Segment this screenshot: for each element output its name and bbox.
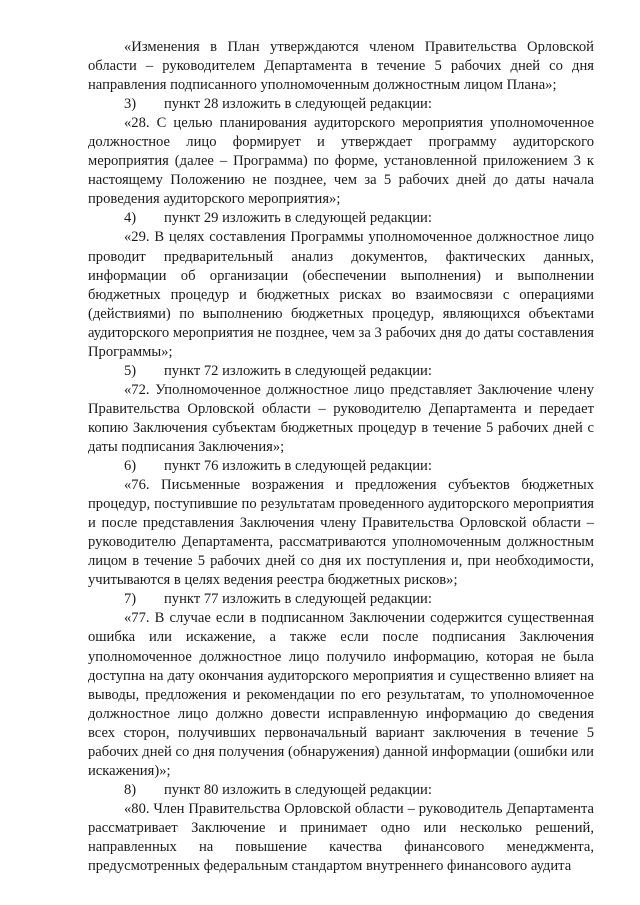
- document-body: [88, 38, 594, 876]
- list-item-text: пункт 28 изложить в следующей редакции:: [164, 96, 432, 113]
- paragraph-clause-28: «28. С целью планирования аудиторского мероприятия уполномоченное должностное лицо формирует и утверждает программу аудиторского мероприятия (далее – Программа) по форме, установленной приложением 3 к настоящему Положению не позднее, чем за 5 рабочих дней до даты начала проведения аудиторского мероприятия»;: [88, 115, 594, 208]
- list-item-text: пункт 29 изложить в следующей редакции:: [164, 210, 432, 227]
- list-item-text: пункт 77 изложить в следующей редакции:: [164, 591, 432, 608]
- list-item-8: [88, 781, 594, 800]
- list-item-number: 5): [124, 362, 137, 379]
- list-item-4: [88, 209, 594, 228]
- list-item-7: [88, 590, 594, 609]
- paragraph-clause-72: «72. Уполномоченное должностное лицо представляет Заключение члену Правительства Орловской области – руководителю Департамента и передает копию Заключения субъектам бюджетных процедур в течение 5 рабочих дней с даты подписания Заключения»;: [88, 381, 594, 455]
- list-item-number: 3): [124, 96, 137, 113]
- list-item-number: 4): [124, 210, 137, 227]
- paragraph-clause-29: «29. В целях составления Программы уполномоченное должностное лицо проводит предварительный анализ документов, фактических данных, информации об организации (обеспечении выполнения) и выполнении бюджетных процедур и бюджетных рисках во взаимосвязи с операциями (действиями) по выполнению бюджетных процедур, являющихся объектами аудиторского мероприятия не позднее, чем за 3 рабочих дня до даты составления Программы»;: [88, 229, 594, 360]
- list-item-text: пункт 76 изложить в следующей редакции:: [164, 458, 432, 475]
- paragraph-clause-76: «76. Письменные возражения и предложения субъектов бюджетных процедур, поступившие по результатам проведенного аудиторского мероприятия и после представления Заключения члену Правительства Орловской области – руководителю Департамента, рассматриваются уполномоченным должностным лицом в течение 5 рабочих дней со дня их поступления и, при необходимости, учитываются в целях ведения реестра бюджетных рисков»;: [88, 477, 594, 589]
- list-item-3: [88, 95, 594, 114]
- list-item-number: 6): [124, 458, 137, 475]
- list-item-number: 7): [124, 591, 137, 608]
- list-item-6: [88, 457, 594, 476]
- list-item-text: пункт 72 изложить в следующей редакции:: [164, 362, 432, 379]
- list-item-text: пункт 80 изложить в следующей редакции:: [164, 781, 432, 798]
- paragraph-clause-80: «80. Член Правительства Орловской области – руководитель Департамента рассматривает Заключение и принимает одно или несколько решений, направленных на повышение качества финансового менеджмента, предусмотренных федеральным стандартом внутреннего финансового аудита: [88, 800, 594, 875]
- paragraph-clause-77: «77. В случае если в подписанном Заключении содержится существенная ошибка или искажение, а также если после подписания Заключения уполномоченное должностное лицо получило информацию, которая не была доступна на дату окончания аудиторского мероприятия и существенно влияет на выводы, предложения и рекомендации по его результатам, то уполномоченное должностное лицо должно довести исправленную информацию до сведения всех сторон, получивших первоначальный вариант заключения в течение 5 рабочих дней со дня получения (обнаружения) данной информации (ошибки или искажения)»;: [88, 610, 594, 779]
- list-item-number: 8): [124, 781, 137, 798]
- list-item-5: [88, 362, 594, 381]
- paragraph-plan-changes: «Изменения в План утверждаются членом Правительства Орловской области – руководителем Департамента в течение 5 рабочих дней со дня направления подписанного уполномоченным должностным лицом Плана»;: [88, 39, 594, 94]
